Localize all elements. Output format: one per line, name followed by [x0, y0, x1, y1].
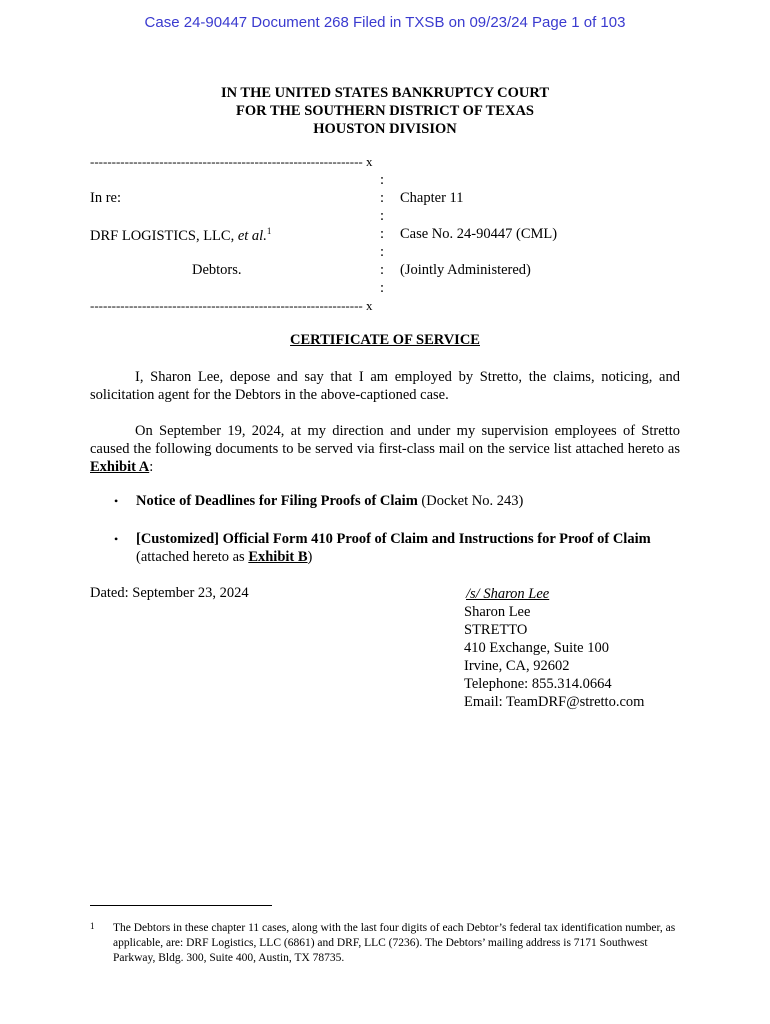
caption-colon: :: [380, 208, 385, 224]
debtor-name-text: DRF LOGISTICS, LLC,: [90, 227, 235, 244]
court-name-line2: FOR THE SOUTHERN DISTRICT OF TEXAS: [235, 103, 534, 119]
jointly-administered-label: (Jointly Administered): [400, 262, 531, 278]
exhibit-a-reference: Exhibit A: [90, 459, 150, 475]
debtors-label: Debtors.: [192, 262, 242, 278]
signatory-company: STRETTO: [464, 622, 528, 638]
bullet-2-end: ): [307, 549, 313, 565]
paragraph-1: [90, 368, 680, 404]
court-name-line1: IN THE UNITED STATES BANKRUPTCY COURT: [220, 85, 550, 101]
exhibit-b-reference: Exhibit B: [248, 549, 308, 565]
bullet-1-docket: (Docket No. 243): [417, 493, 524, 509]
paragraph-2: [90, 422, 680, 476]
bullet-icon: •: [114, 494, 119, 508]
caption-colon: :: [380, 190, 385, 206]
case-number: Case No. 24-90447 (CML): [400, 226, 558, 242]
signatory-name: Sharon Lee: [464, 604, 531, 620]
debtor-name: [90, 226, 271, 245]
caption-colon: :: [380, 226, 385, 242]
certificate-title: CERTIFICATE OF SERVICE: [290, 332, 480, 348]
filing-header-stamp: Case 24-90447 Document 268 Filed in TXSB on 09/23/24 Page 1 of 103: [144, 14, 626, 31]
bullet-item-proof-of-claim: [136, 530, 681, 566]
bullet-item-notice: [136, 492, 681, 510]
footnote-reference[interactable]: 1: [266, 226, 272, 236]
dated-line: Dated: September 23, 2024: [90, 585, 249, 601]
telephone: Telephone: 855.314.0664: [464, 676, 612, 692]
caption-colon: :: [380, 172, 385, 188]
footnote-divider: [90, 905, 272, 906]
footnote-number: 1: [90, 921, 95, 931]
address-line-1: 410 Exchange, Suite 100: [464, 640, 609, 656]
bullet-2-title: [Customized] Official Form 410 Proof of Claim and Instructions for Proof of Claim: [136, 531, 651, 547]
address-line-2: Irvine, CA, 92602: [464, 658, 570, 674]
footnote-text: The Debtors in these chapter 11 cases, along with the last four digits of each Debtor’s federal tax identification number, as applicable, are: DRF Logistics, LLC (6861) and DRF, LLC (7236). The Debtors’ mailing address is 7171 Southwest Parkway, Bldg. 300, Suite 400, Austin, TX 78735.: [113, 922, 676, 964]
signature-line: /s/ Sharon Lee: [466, 586, 550, 602]
caption-colon: :: [380, 244, 385, 260]
in-re-label: In re:: [90, 190, 121, 206]
bullet-icon: •: [114, 532, 119, 546]
chapter-label: Chapter 11: [400, 190, 464, 206]
caption-bottom-rule: --------------------------------------------------------------- x: [90, 298, 373, 313]
paragraph-1-text: I, Sharon Lee, depose and say that I am employed by Stretto, the claims, noticing, and solicitation agent for the Debtors in the above-captioned case.: [90, 369, 680, 403]
paragraph-2-end: :: [149, 459, 154, 475]
caption-colon: :: [380, 262, 385, 278]
bullet-1-title: Notice of Deadlines for Filing Proofs of Claim: [136, 493, 418, 509]
email: Email: TeamDRF@stretto.com: [464, 694, 645, 710]
court-division: HOUSTON DIVISION: [313, 121, 457, 137]
et-al-text: et al.: [237, 227, 267, 244]
paragraph-2-text: On September 19, 2024, at my direction and under my supervision employees of Stretto caused the following documents to be served via first-class mail on the service list attached hereto as: [90, 423, 680, 457]
caption-colon: :: [380, 280, 385, 296]
bullet-2-rest: (attached hereto as: [136, 549, 249, 565]
caption-top-rule: --------------------------------------------------------------- x: [90, 154, 373, 169]
